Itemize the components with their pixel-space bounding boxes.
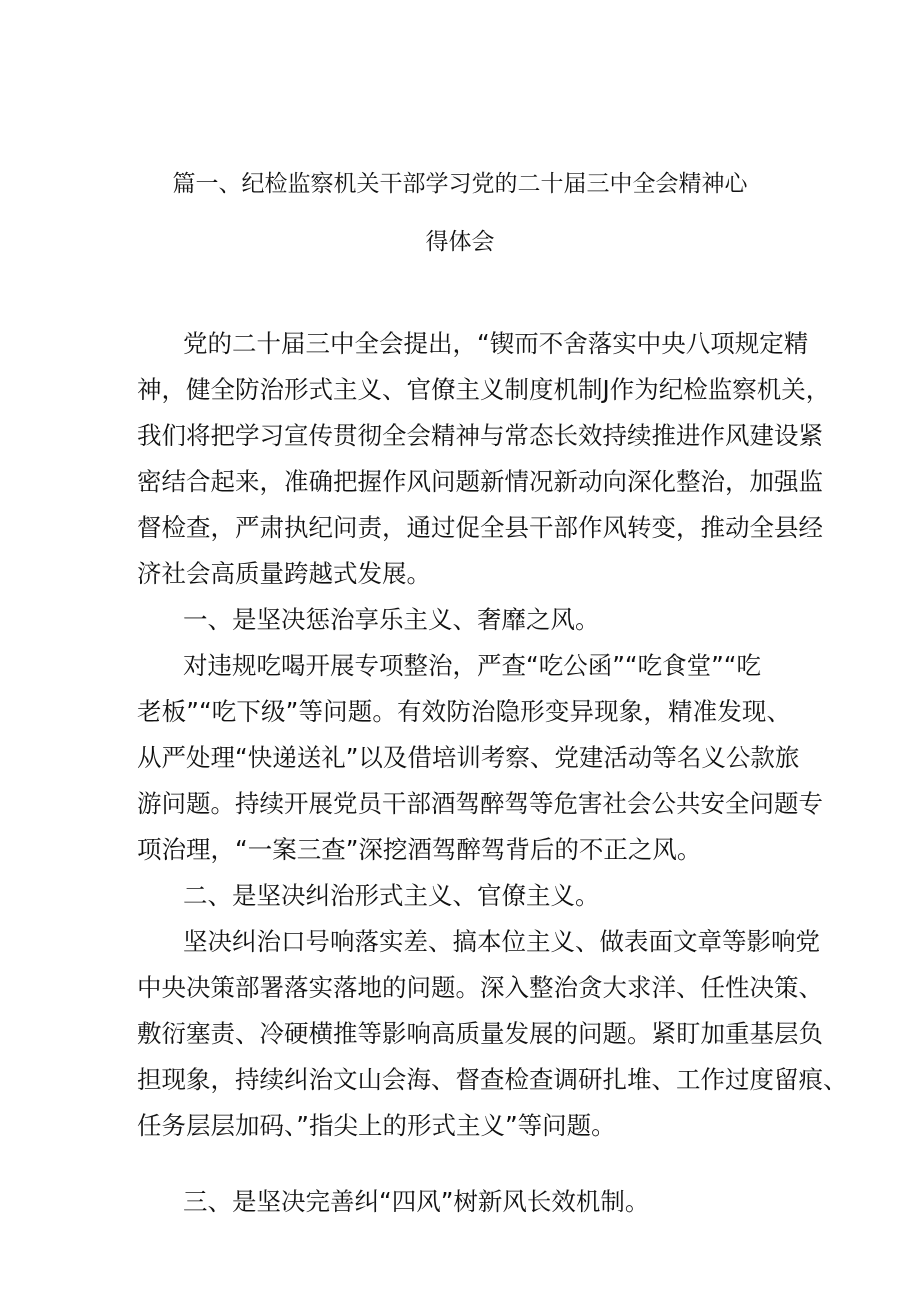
paragraph-line: 中央决策部署落实落地的问题。深入整治贪大求洋、任性决策、 (137, 973, 823, 1002)
paragraph-line: 济社会高质量跨越式发展。 (137, 559, 431, 588)
paragraph-line: 项治理，“一案三查”深挖酒驾醉驾背后的不正之风。 (137, 835, 702, 864)
paragraph-line: 我们将把学习宣传贯彻全会精神与常态长效持续推进作风建设紧 (137, 421, 823, 450)
paragraph-line: 敷衍塞责、冷硬横推等影响高质量发展的问题。紧盯加重基层负 (137, 1019, 823, 1048)
paragraph-line: 坚决纠治口号响落实差、搞本位主义、做表面文章等影响党 (183, 927, 820, 956)
section-heading: 一、是坚决惩治享乐主义、奢靡之风。 (183, 605, 600, 634)
paragraph-line: 对违规吃喝开展专项整治，严查“吃公函”“吃食堂”“吃 (183, 651, 761, 680)
section-heading: 三、是坚决完善纠“四风”树新风长效机制。 (183, 1187, 650, 1216)
paragraph-line: 党的二十届三中全会提出，“锲而不舍落实中央八项规定精 (183, 329, 809, 358)
paragraph-line: 督检查，严肃执纪问责，通过促全县干部作风转变，推动全县经 (137, 513, 823, 542)
paragraph-line: 担现象，持续纠治文山会海、督查检查调研扎堆、工作过度留痕、 (137, 1065, 848, 1094)
paragraph-line: 神，健全防治形式主义、官僚主义制度机制J作为纪检监察机关， (137, 375, 831, 404)
paragraph-line: 游问题。持续开展党员干部酒驾醉驾等危害社会公共安全问题专 (137, 789, 823, 818)
document-title-line-2: 得体会 (425, 229, 495, 255)
paragraph-line: 密结合起来，准确把握作风问题新情况新动向深化整治，加强监 (137, 467, 823, 496)
paragraph-line: 从严处理“快递送礼”以及借培训考察、党建活动等名义公款旅 (137, 743, 800, 772)
paragraph-line: 任务层层加码、”指尖上的形式主义”等问题。 (137, 1111, 616, 1140)
paragraph-line: 老板”“吃下级”等问题。有效防治隐形变异现象，精准发现、 (137, 697, 791, 726)
document-title-line-1: 篇一、纪检监察机关干部学习党的二十届三中全会精神心 (172, 171, 748, 197)
section-heading: 二、是坚决纠治形式主义、官僚主义。 (183, 881, 600, 910)
